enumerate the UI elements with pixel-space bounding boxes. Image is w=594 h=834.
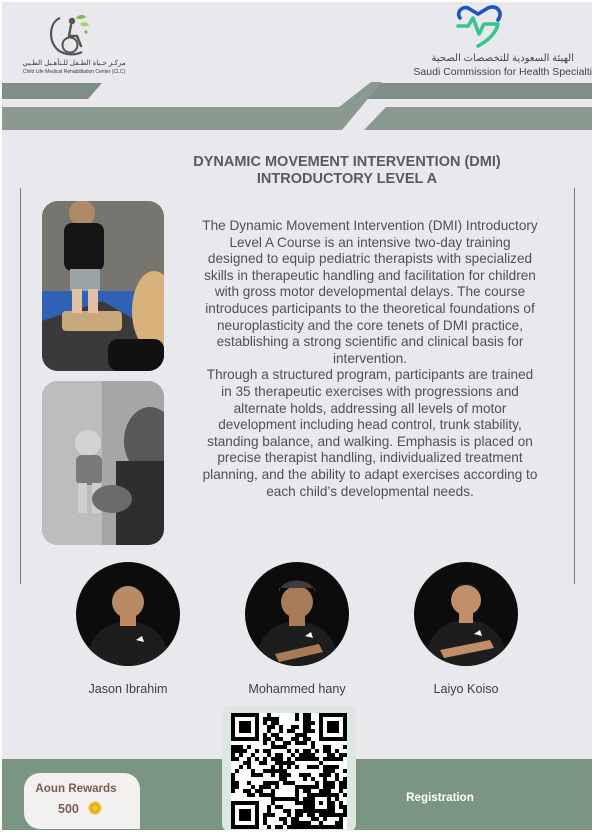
course-title-line2: INTRODUCTORY LEVEL A xyxy=(256,171,438,187)
instructor-photo xyxy=(245,562,349,666)
course-title-line1: DYNAMIC MOVEMENT INTERVENTION (DMI) xyxy=(193,154,501,170)
coin-icon xyxy=(88,801,102,815)
left-divider-line xyxy=(20,188,21,584)
course-title xyxy=(152,154,542,188)
therapy-photo-standing-child xyxy=(42,201,164,371)
course-description xyxy=(202,218,538,500)
decorative-header-bands xyxy=(2,78,592,133)
scfhs-english-name: Saudi Commission for Health Specialti xyxy=(413,66,592,78)
scfhs-logo xyxy=(392,4,592,82)
description-paragraph-2: Through a structured program, participants are trained in 35 therapeutic exercises with progressions and alternate holds, addressing all levels of motor development including head control, trunk stability, standing balance, and walking. Emphasis is placed on precise therapist handling, individualized treatment planning, and the ability to adapt exercises according to each child’s developmental needs. xyxy=(202,367,538,499)
registration-label[interactable]: Registration xyxy=(406,791,474,804)
right-divider-line xyxy=(574,188,575,584)
scfhs-heartbeat-logo-icon xyxy=(452,4,508,50)
description-paragraph-1: The Dynamic Movement Intervention (DMI) Introductory Level A Course is an intensive two-day training designed to equip pediatric therapists with specialized skills in therapeutic handling and facilitation for children with gross motor developmental delays. The course introduces participants to the theoretical foundations of neuroplasticity and the core tenets of DMI practice, establishing a strong scientific and clinical basis for intervention. xyxy=(202,218,538,366)
instructor-card xyxy=(68,562,188,696)
instructor-card xyxy=(406,562,526,696)
registration-qr-code[interactable] xyxy=(222,706,356,830)
instructor-name: Laiyo Koiso xyxy=(433,682,499,696)
clc-logo xyxy=(20,10,130,82)
instructor-name: Mohammed hany xyxy=(248,682,346,696)
rewards-points: 500 xyxy=(58,802,79,816)
clc-english-name: Child Life Medical Rehabilitation Center (CLC) xyxy=(22,69,126,75)
instructor-photo xyxy=(414,562,518,666)
aoun-rewards-badge[interactable] xyxy=(24,773,140,829)
instructor-card xyxy=(237,562,357,696)
qr-code-icon xyxy=(231,713,347,829)
rewards-label: Aoun Rewards xyxy=(35,782,117,795)
instructor-name: Jason Ibrahim xyxy=(88,682,168,696)
child-wheelchair-logo-icon xyxy=(46,12,94,58)
instructor-photo xyxy=(76,562,180,666)
scfhs-arabic-name: الهيئة السعودية للتخصصات الصحية xyxy=(431,53,574,64)
clc-arabic-name: مركـز حـياة الطـفل للـتأهـيل الطـبي xyxy=(22,60,126,67)
course-flyer xyxy=(2,2,592,830)
therapy-photo-handling-baby xyxy=(42,381,164,545)
